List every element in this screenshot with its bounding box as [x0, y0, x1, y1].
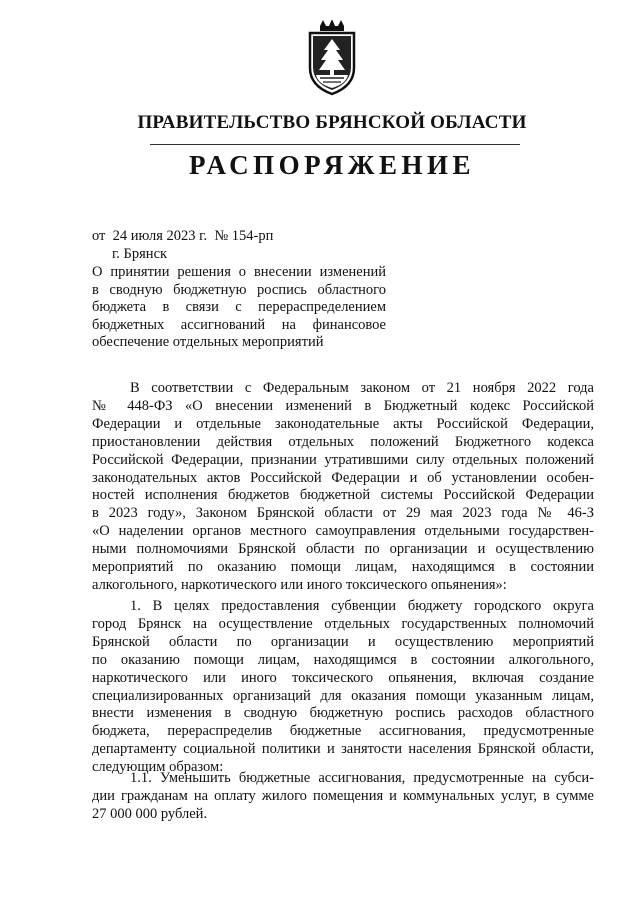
date-and-number: от 24 июля 2023 г. № 154-рп: [92, 228, 274, 244]
preamble-line: в 2023 году», Законом Брянской области от 29 мая 2023 года № 46-З: [92, 505, 594, 522]
clause-1-1-paragraph: [92, 770, 594, 824]
organization-title: ПРАВИТЕЛЬСТВО БРЯНСКОЙ ОБЛАСТИ: [137, 112, 527, 133]
header-divider: [150, 144, 520, 145]
preamble-line: законодательных актов Российской Федерации и об установлении особен-: [92, 469, 594, 486]
clause-line: город Брянск на осуществление отдельных государственных полномочий: [92, 615, 594, 632]
subject-line: обеспечение отдельных мероприятий: [92, 334, 324, 350]
preamble-line: ными полномочиями Брянской области по организации и осуществлению: [92, 541, 594, 558]
subject-line: бюджета в связи с перераспределением: [92, 299, 386, 315]
clause-line: 1.1. Уменьшить бюджетные ассигнования, предусмотренные на субси-: [130, 770, 594, 786]
preamble-line: № 448-ФЗ «О внесении изменений в Бюджетный кодекс Российской: [92, 397, 594, 414]
preamble-line: приостановлении действия отдельных положений Бюджетного кодекса: [92, 433, 594, 450]
preamble-line: В соответствии с Федеральным законом от 21 ноября 2022 года: [130, 380, 594, 396]
preamble-line: мероприятий по оказанию помощи лицам, находящимся в состоянии: [92, 559, 594, 576]
preamble-line: Федерации и отдельные законодательные акты Российской Федерации,: [92, 415, 594, 432]
clause-line: 1. В целях предоставления субвенции бюджету городского округа: [130, 598, 594, 614]
subject-line: в сводную бюджетную роспись областного: [92, 281, 386, 298]
preamble-line: ностей исполнения бюджетов бюджетной системы Российской Федерации: [92, 487, 594, 504]
clause-line: наркотического или иного токсического опьянения, включая создание: [92, 669, 594, 686]
clause-line: специализированных организаций для оказания помощи указанным лицам,: [92, 687, 594, 704]
clause-line: департаменту социальной политики и занятости населения Брянской области,: [92, 741, 594, 758]
clause-line: Брянской области по организации и осуществлению мероприятий: [92, 633, 594, 650]
subject-line: бюджетных ассигнований на финансовое: [92, 316, 386, 333]
clause-line: дии гражданам на оплату жилого помещения и коммунальных услуг, в сумме: [92, 787, 594, 804]
document-meta: [92, 227, 273, 263]
document-subject: [92, 264, 386, 352]
city: г. Брянск: [112, 246, 168, 262]
preamble-line: «О наделении органов местного самоуправления отдельными государствен-: [92, 523, 594, 540]
clause-line: бюджета, перераспределив бюджетные ассигнования, предусмотренные: [92, 723, 594, 740]
clause-1-paragraph: [92, 598, 594, 777]
clause-line: 27 000 000 рублей.: [92, 805, 208, 822]
preamble-paragraph: [92, 380, 594, 595]
preamble-line: Российской Федерации, признании утратившими силу отдельных положений: [92, 451, 594, 468]
subject-line: О принятии решения о внесении изменений: [92, 264, 386, 280]
clause-line: следующим образом:: [92, 759, 224, 776]
preamble-line: алкогольного, наркотического или иного токсического опьянения»:: [92, 576, 507, 593]
bryansk-coat-of-arms-emblem: [302, 20, 362, 96]
crown-icon: [320, 20, 344, 31]
document-type-heading: РАСПОРЯЖЕНИЕ: [188, 150, 476, 180]
clause-line: по оказанию помощи лицам, находящимся в состоянии алкогольного,: [92, 651, 594, 668]
clause-line: внести изменения в сводную бюджетную роспись расходов областного: [92, 705, 594, 722]
